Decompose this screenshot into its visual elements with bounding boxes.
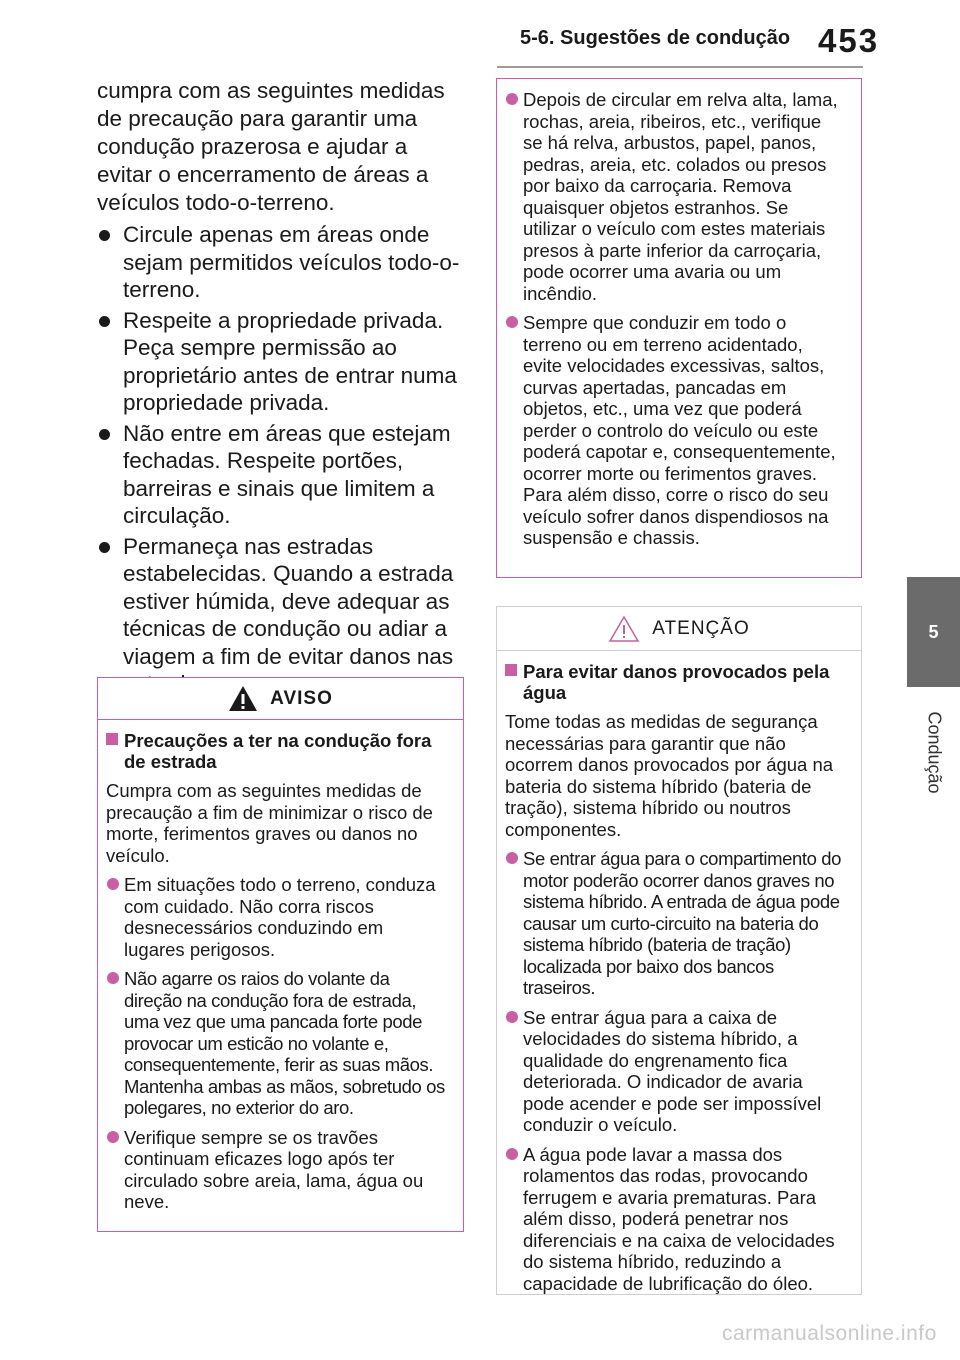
atencao-title: ATENÇÃO xyxy=(652,617,750,639)
list-item xyxy=(106,874,445,960)
bullet-dot-icon xyxy=(506,316,518,328)
bullet-text: Sempre que conduzir em todo o terreno ou em terreno acidentado, evite velocidades excessivas, saltos, curvas apertadas, pancadas em objetos, etc., uma vez que poderá perder o controlo do veículo ou este poderá capotar e, consequentemente, ocorrer morte ou ferimentos graves. Para além disso, corre o risco do seu veículo sofrer danos dispendiosos na suspensão e chassis. xyxy=(523,312,836,548)
list-item xyxy=(97,533,463,698)
aviso-title: AVISO xyxy=(270,687,333,709)
bullet-text: A água pode lavar a massa dos rolamentos das rodas, provocando ferrugem e avaria prematuras. Para além disso, poderá penetrar nos diferenciais e na caixa de velocidades do sistema híbrido, reduzindo a capacidade de lubrificação do óleo. xyxy=(523,1143,835,1294)
caution-triangle-icon xyxy=(608,615,640,643)
bullet-text: Respeite a propriedade privada. Peça sempre permissão ao proprietário antes de entrar numa propriedade privada. xyxy=(123,307,457,415)
section-title: 5-6. Sugestões de condução xyxy=(520,27,791,49)
aviso-header xyxy=(98,678,463,720)
header-rule xyxy=(497,66,863,68)
atencao-subheading-text: Para evitar danos provocados pela água xyxy=(523,661,830,703)
bullet-dot-icon xyxy=(99,230,110,241)
aviso-body xyxy=(98,720,463,1221)
atencao-box xyxy=(496,606,862,1295)
aviso-paragraph: Cumpra com as seguintes medidas de precaução a fim de minimizar o risco de morte, ferimentos graves ou danos no veículo. xyxy=(106,780,433,866)
page-number: 453 xyxy=(818,22,880,59)
chapter-label xyxy=(912,700,956,805)
bullet-dot-icon xyxy=(107,1131,119,1143)
warning-triangle-icon xyxy=(228,685,258,712)
list-item xyxy=(505,312,843,549)
square-bullet-icon xyxy=(106,733,118,745)
aviso-subheading-text: Precauções a ter na condução fora de estrada xyxy=(124,730,432,772)
atencao-header xyxy=(497,607,861,651)
bullet-dot-icon xyxy=(99,542,110,553)
aviso-continued-bullet-list xyxy=(505,89,843,549)
chapter-tab[interactable] xyxy=(907,577,960,687)
list-item xyxy=(505,89,843,304)
intro-paragraph: cumpra com as seguintes medidas de precaução para garantir uma condução prazerosa e ajudar a evitar o encerramento de áreas a veículos todo-o-terreno. xyxy=(97,78,445,215)
bullet-text: Permaneça nas estradas estabelecidas. Quando a estrada estiver húmida, deve adequar as técnicas de condução ou adiar a viagem a fim de evitar danos nas xyxy=(123,533,454,669)
chapter-label-text: Condução xyxy=(924,711,945,794)
bullet-dot-icon xyxy=(99,316,110,327)
bullet-text: Não entre em áreas que estejam fechadas. Respeite portões, barreiras e sinais que limitem a circulação. xyxy=(123,420,451,528)
bullet-text: Não agarre os raios do volante da direção na condução fora de estrada, uma vez que uma pancada forte pode provocar um esticão no volante e, consequentemente, ferir as suas mãos. Mantenha ambas as mãos, sobretudo os polegares, no exterior do aro. xyxy=(124,968,445,1118)
atencao-body xyxy=(497,651,861,1302)
aviso-subheading xyxy=(106,730,445,772)
aviso-bullet-list xyxy=(106,874,445,1213)
bullet-text: Em situações todo o terreno, conduza com cuidado. Não corra riscos desnecessários conduzindo em lugares perigosos. xyxy=(124,874,436,960)
watermark: carmanualsonline.info xyxy=(722,1322,937,1345)
list-item xyxy=(505,1007,843,1136)
bullet-dot-icon xyxy=(506,852,518,864)
chapter-number: 5 xyxy=(928,621,939,642)
list-item xyxy=(505,1144,843,1295)
main-bullet-list xyxy=(97,221,463,698)
aviso-continued-body xyxy=(497,79,861,557)
bullet-text: Se entrar água para a caixa de velocidades do sistema híbrido, a qualidade do engrenamento fica deteriorada. O indicador de avaria pode acender e pode ser impossível conduzir o veículo. xyxy=(523,1006,822,1135)
bullet-text: Depois de circular em relva alta, lama, rochas, areia, ribeiros, etc., verifique se há relva, arbustos, papel, panos, pedras, areia, etc. colados ou presos por baixo da carroçaria. Remova quaisquer objetos estranhos. Se utilizar o veículo com estes materiais presos à parte inferior da carroçaria, pode ocorrer uma avaria ou um incêndio. xyxy=(523,89,838,304)
list-item xyxy=(106,968,445,1119)
bullet-dot-icon xyxy=(506,93,518,105)
atencao-paragraph: Tome todas as medidas de segurança necessárias para garantir que não ocorrem danos provocados por água na bateria do sistema híbrido (bateria de tração), sistema híbrido ou noutros componentes. xyxy=(505,711,834,840)
aviso-box xyxy=(97,677,464,1232)
list-item xyxy=(106,1127,445,1213)
bullet-dot-icon xyxy=(506,1148,518,1160)
bullet-dot-icon xyxy=(107,878,119,890)
bullet-dot-icon xyxy=(99,429,110,440)
square-bullet-icon xyxy=(505,664,517,676)
list-item xyxy=(97,221,463,304)
list-item xyxy=(505,848,843,999)
list-item xyxy=(97,420,463,530)
aviso-continued-box xyxy=(496,78,862,578)
left-column xyxy=(97,77,463,698)
bullet-text: Circule apenas em áreas onde sejam permitidos veículos todo-o-terreno. xyxy=(123,222,460,302)
bullet-text: Se entrar água para o compartimento do motor poderão ocorrer danos graves no sistema híbrido. A entrada de água pode causar um curto-circuito na bateria do sistema híbrido (bateria de tração) localizada por baixo dos bancos traseiros. xyxy=(523,848,841,998)
atencao-subheading xyxy=(505,661,843,703)
bullet-dot-icon xyxy=(506,1011,518,1023)
bullet-text: Verifique sempre se os travões continuam eficazes logo após ter circulado sobre areia, lama, água ou neve. xyxy=(124,1126,424,1212)
atencao-bullet-list xyxy=(505,848,843,1294)
list-item xyxy=(97,307,463,417)
bullet-dot-icon xyxy=(107,972,119,984)
